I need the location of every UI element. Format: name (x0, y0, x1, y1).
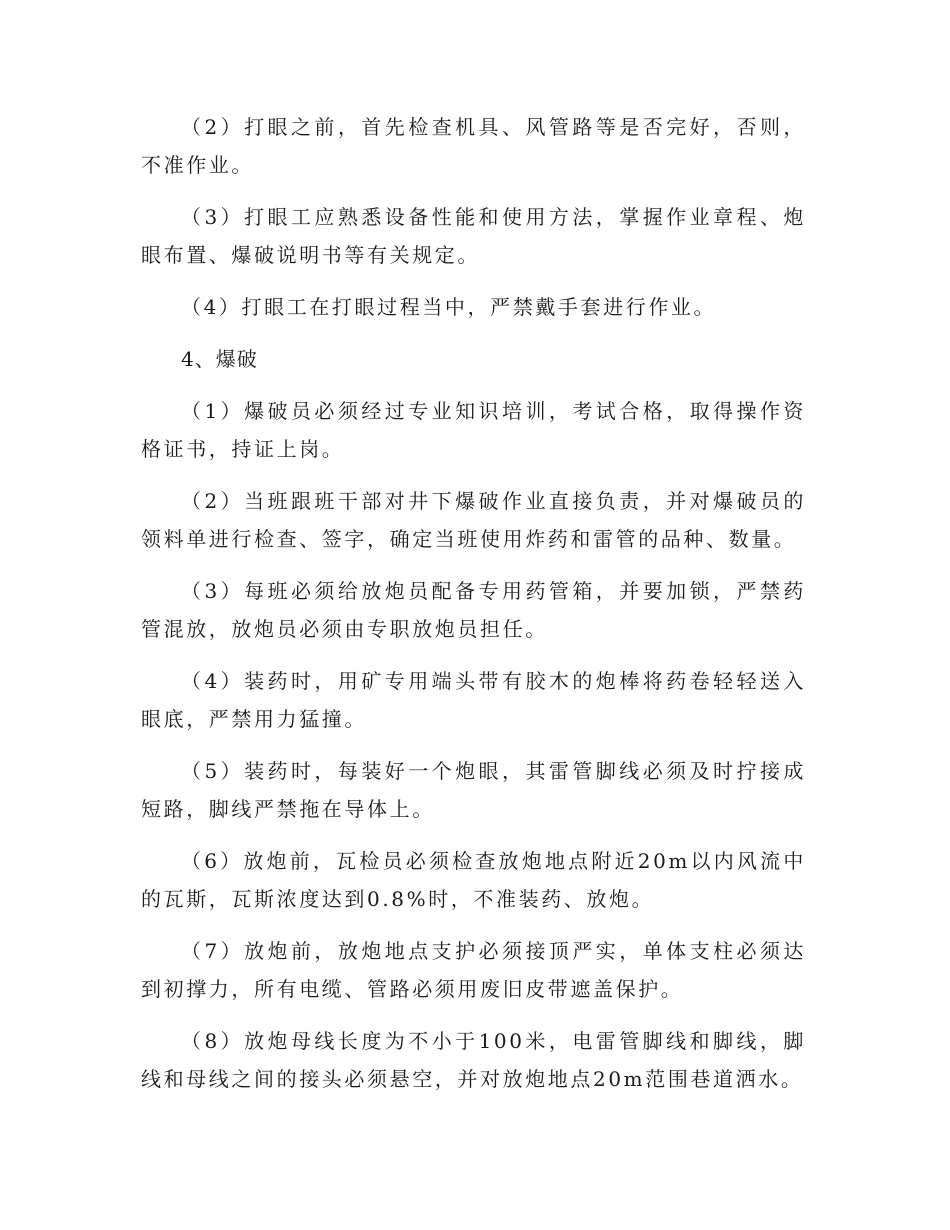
paragraph-blasting-2: （2）当班跟班干部对井下爆破作业直接负责，并对爆破员的领料单进行检查、签字，确定当班使用炸药和雷管的品种、数量。 (141, 489, 806, 551)
section-heading-blasting: 4、爆破 (181, 347, 258, 371)
paragraph-blasting-3: （3）每班必须给放炮员配备专用药管箱，并要加锁，严禁药管混放，放炮员必须由专职放炮员担任。 (141, 579, 806, 641)
paragraph-blasting-5: （5）装药时，每装好一个炮眼，其雷管脚线必须及时拧接成短路，脚线严禁拖在导体上。 (141, 759, 806, 821)
paragraph-blasting-7: （7）放炮前，放炮地点支护必须接顶严实，单体支柱必须达到初撑力，所有电缆、管路必须用废旧皮带遮盖保护。 (141, 939, 806, 1001)
paragraph-blasting-8: （8）放炮母线长度为不小于100米，电雷管脚线和脚线，脚线和母线之间的接头必须悬空，并对放炮地点20m范围巷道洒水。 (141, 1029, 806, 1091)
paragraph-blasting-1: （1）爆破员必须经过专业知识培训，考试合格，取得操作资格证书，持证上岗。 (141, 399, 806, 461)
paragraph-blasting-4: （4）装药时，用矿专用端头带有胶木的炮棒将药卷轻轻送入眼底，严禁用力猛撞。 (141, 669, 806, 731)
paragraph-blasting-6: （6）放炮前，瓦检员必须检查放炮地点附近20m以内风流中的瓦斯，瓦斯浓度达到0.8%时，不准装药、放炮。 (141, 849, 806, 911)
paragraph-drilling-3: （3）打眼工应熟悉设备性能和使用方法，掌握作业章程、炮眼布置、爆破说明书等有关规定。 (141, 205, 806, 267)
paragraph-drilling-2: （2）打眼之前，首先检查机具、风管路等是否完好，否则，不准作业。 (141, 115, 806, 177)
document-body (141, 108, 806, 1112)
paragraph-drilling-4: （4）打眼工在打眼过程当中，严禁戴手套进行作业。 (181, 295, 717, 319)
